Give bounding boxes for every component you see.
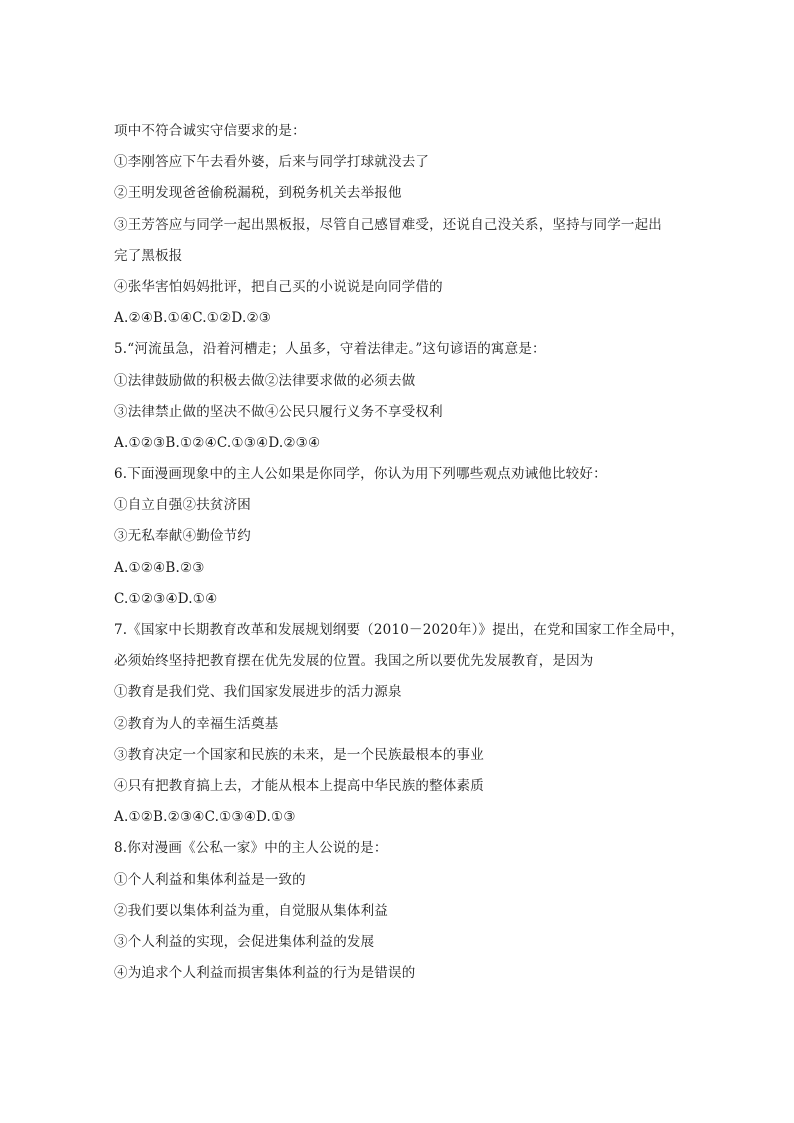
question-7: 7.《国家中长期教育改革和发展规划纲要（2010－2020年）》提出，在党和国家工作全局中， bbox=[114, 622, 685, 638]
answer-choices: A.①②B.②③④C.①③④D.①③ bbox=[114, 809, 296, 826]
text-line: 完了黑板报 bbox=[114, 247, 183, 264]
answer-choices: A.②④B.①④C.①②D.②③ bbox=[114, 310, 272, 327]
option-line: ②我们要以集体利益为重，自觉服从集体利益 bbox=[114, 902, 388, 919]
answer-choices: A.①②④B.②③ bbox=[114, 559, 205, 576]
option-line: ②教育为人的幸福生活奠基 bbox=[114, 715, 279, 732]
option-line: ③无私奉献④勤俭节约 bbox=[114, 528, 251, 545]
text-line: 项中不符合诚实守信要求的是： bbox=[114, 123, 306, 139]
option-line: ①教育是我们党、我们国家发展进步的活力源泉 bbox=[114, 684, 402, 701]
option-line: ④只有把教育搞上去，才能从根本上提高中华民族的整体素质 bbox=[114, 777, 484, 794]
question-5: 5.“河流虽急，沿着河槽走；人虽多，守着法律走。”这句谚语的寓意是： bbox=[114, 341, 546, 358]
option-line: ③法律禁止做的坚决不做④公民只履行义务不享受权利 bbox=[114, 403, 443, 420]
option-line: ③王芳答应与同学一起出黑板报，尽管自己感冒难受，还说自己没关系，坚持与同学一起出 bbox=[114, 216, 662, 233]
question-8: 8.你对漫画《公私一家》中的主人公说的是： bbox=[114, 840, 388, 857]
option-line: ④为追求个人利益而损害集体利益的行为是错误的 bbox=[114, 965, 416, 982]
option-line: ③个人利益的实现，会促进集体利益的发展 bbox=[114, 933, 375, 950]
option-line: ①个人利益和集体利益是一致的 bbox=[114, 871, 306, 888]
option-line: ③教育决定一个国家和民族的未来，是一个民族最根本的事业 bbox=[114, 746, 484, 763]
option-line: ④张华害怕妈妈批评，把自己买的小说说是向同学借的 bbox=[114, 278, 443, 295]
answer-choices: C.①②③④D.①④ bbox=[114, 590, 218, 607]
option-line: ①李刚答应下午去看外婆，后来与同学打球就没去了 bbox=[114, 154, 430, 171]
text-line: 必须始终坚持把教育摆在优先发展的位置。我国之所以要优先发展教育，是因为 bbox=[114, 653, 594, 670]
option-line: ①自立自强②扶贫济困 bbox=[114, 497, 251, 514]
answer-choices: A.①②③B.①②④C.①③④D.②③④ bbox=[114, 434, 321, 451]
question-6: 6.下面漫画现象中的主人公如果是你同学，你认为用下列哪些观点劝诫他比较好： bbox=[114, 466, 607, 483]
option-line: ②王明发现爸爸偷税漏税，到税务机关去举报他 bbox=[114, 185, 402, 202]
option-line: ①法律鼓励做的积极去做②法律要求做的必须去做 bbox=[114, 372, 416, 389]
document-body bbox=[114, 116, 694, 989]
